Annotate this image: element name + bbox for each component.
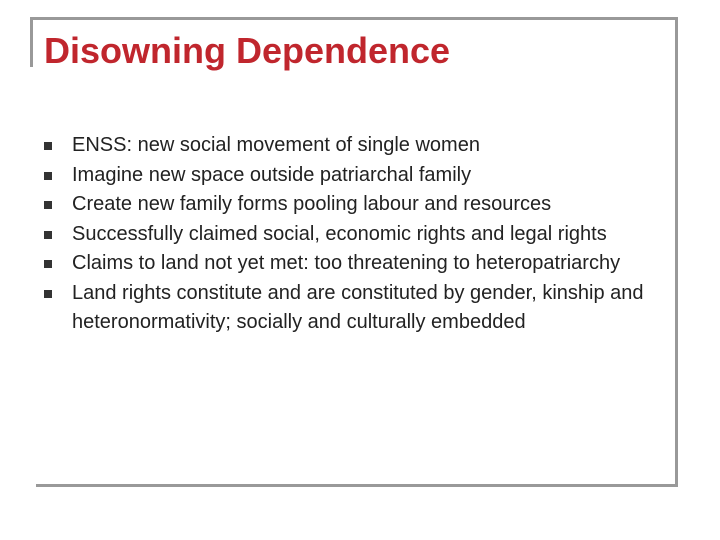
frame-right-line <box>675 17 678 487</box>
square-bullet-icon <box>44 172 52 180</box>
bullet-text: Claims to land not yet met: too threatening to heteropatriarchy <box>72 252 621 274</box>
bullet-item <box>44 190 664 220</box>
square-bullet-icon <box>44 290 52 298</box>
frame-top-line <box>30 17 678 20</box>
bullet-text: Successfully claimed social, economic rights and legal rights <box>72 222 607 245</box>
bullet-item <box>44 131 664 161</box>
bullet-list <box>44 131 664 338</box>
bullet-item <box>44 249 664 279</box>
bullet-text: Create new family forms pooling labour and resources <box>72 193 552 215</box>
square-bullet-icon <box>44 201 52 209</box>
bullet-text: Imagine new space outside patriarchal family <box>72 163 472 186</box>
frame-left-line <box>30 17 33 67</box>
square-bullet-icon <box>44 142 52 150</box>
bullet-item <box>44 279 664 338</box>
frame-bottom-line <box>36 484 678 487</box>
bullet-item <box>44 220 664 250</box>
bullet-item <box>44 161 664 191</box>
square-bullet-icon <box>44 260 52 268</box>
bullet-text: ENSS: new social movement of single women <box>72 134 480 156</box>
slide-title: Disowning Dependence <box>44 30 451 71</box>
square-bullet-icon <box>44 231 52 239</box>
bullet-text: Land rights constitute and are constituted by gender, kinship and heteronormativity; socially and culturally embedded <box>72 281 644 333</box>
